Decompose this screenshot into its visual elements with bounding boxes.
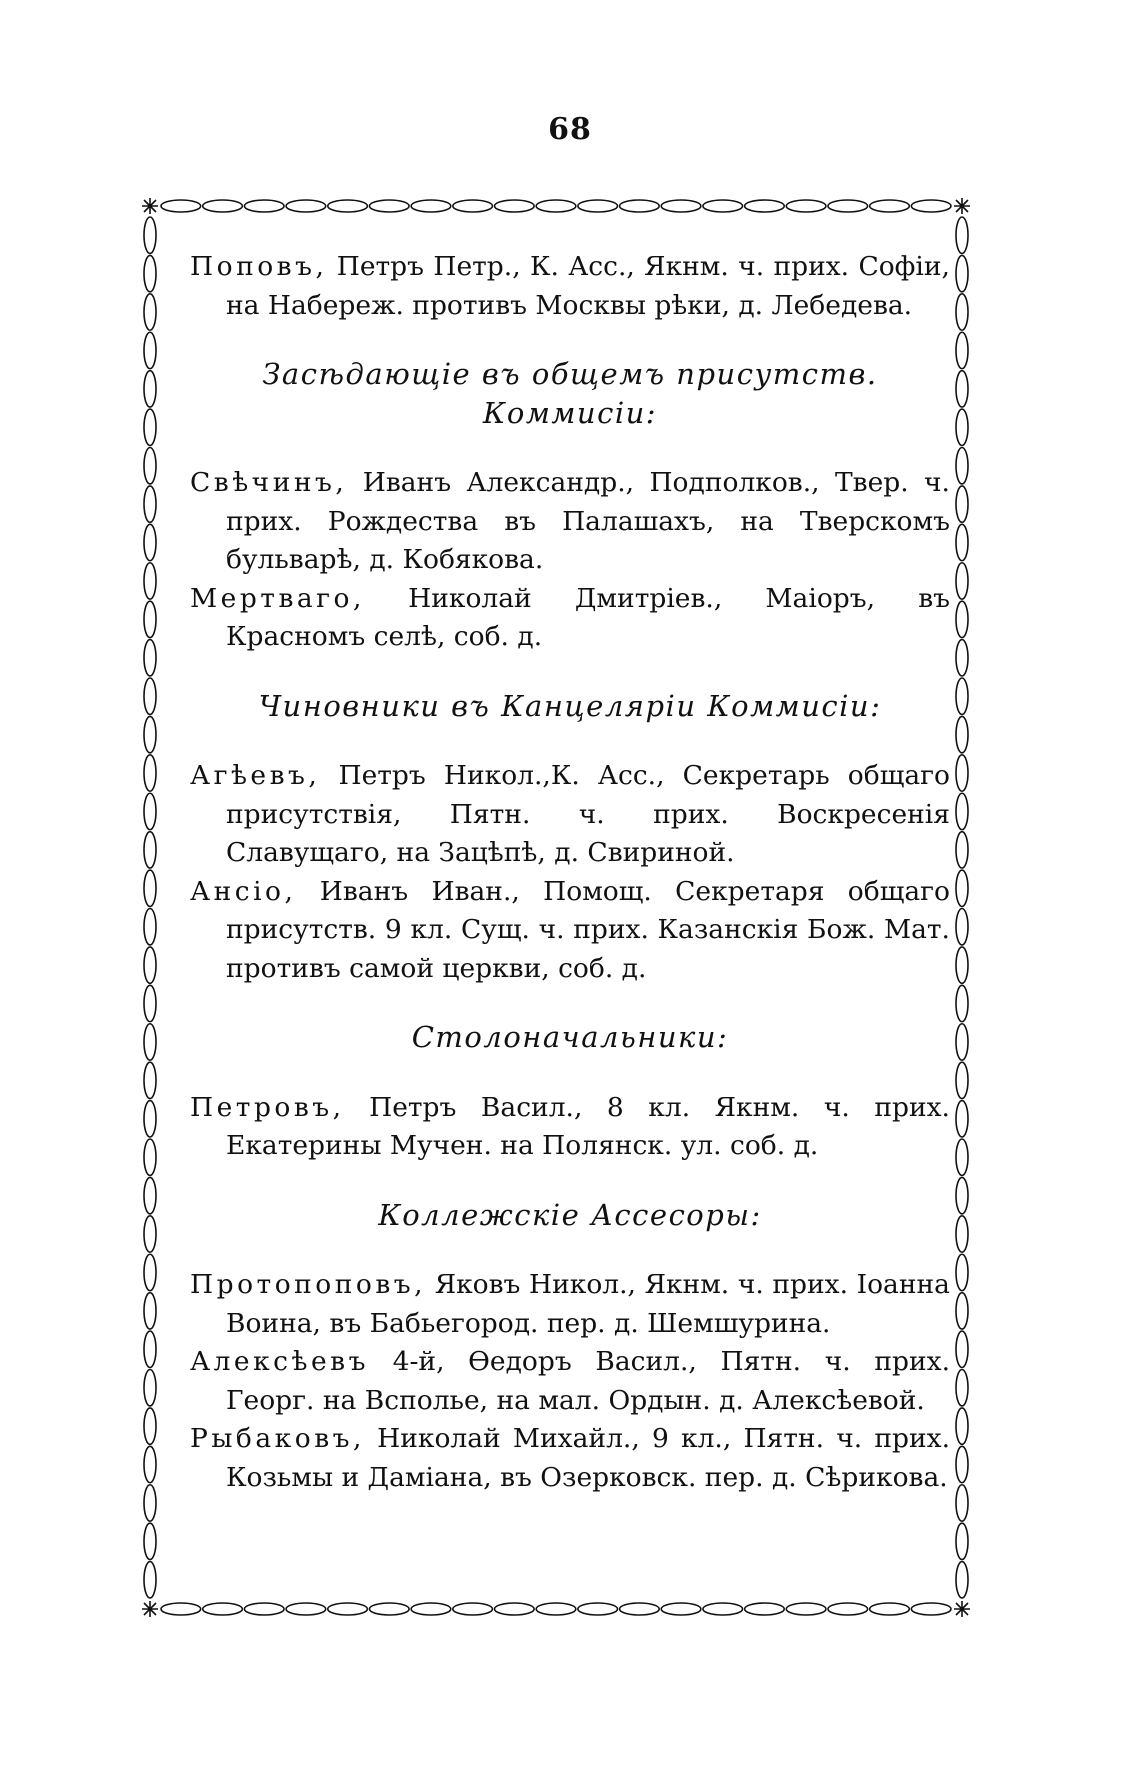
border-link [956, 1523, 968, 1559]
entry-surname: Петровъ, [190, 1091, 345, 1123]
border-link [536, 1603, 576, 1615]
border-link [956, 217, 968, 253]
entry-details: Николай Дмитріев., Маіоръ, въ Красномъ селѣ, соб. д. [226, 582, 950, 652]
border-link [144, 678, 156, 714]
border-link [956, 486, 968, 522]
border-link [144, 1101, 156, 1137]
border-link [956, 755, 968, 791]
entry-alekseev [190, 1343, 950, 1420]
border-link [144, 1408, 156, 1444]
border-link [956, 1331, 968, 1367]
entry-protopopov [190, 1266, 950, 1343]
border-link [956, 1408, 968, 1444]
border-link [144, 294, 156, 330]
border-link [144, 1331, 156, 1367]
border-corner-star-icon [954, 198, 970, 214]
entry-svechin [190, 464, 950, 580]
border-link [956, 1101, 968, 1137]
border-link [911, 1603, 951, 1615]
border-link [144, 563, 156, 599]
border-link [328, 200, 368, 212]
entry-details: Яковъ Никол., Якнм. ч. прих. Іоанна Воина, въ Бабьегород. пер. д. Шемшурина. [226, 1269, 950, 1339]
border-link [745, 200, 785, 212]
section-heading: Засѣдающіе въ общемъ присутств. Коммисіи: [262, 357, 878, 430]
border-link [494, 1603, 534, 1615]
border-link [369, 1603, 409, 1615]
border-link [828, 200, 868, 212]
border-link [956, 563, 968, 599]
border-corner-star-icon [142, 1601, 158, 1617]
border-link [144, 832, 156, 868]
section-heading: Столоначальники: [411, 1020, 729, 1054]
border-link [703, 1603, 743, 1615]
border-link [870, 1603, 910, 1615]
section-officials [190, 687, 950, 989]
border-link [870, 200, 910, 212]
entry-details: Иванъ Александр., Подполков., Твер. ч. прих. Рождества въ Палашахъ, на Тверскомъ бульварѣ, д. Кобякова. [226, 467, 950, 575]
entry-surname: Свѣчинъ, [190, 467, 348, 498]
entry-details: Петръ Васил., 8 кл. Якнм. ч. прих. Екатерины Мучен. на Полянск. ул. соб. д. [226, 1091, 950, 1161]
border-link [144, 755, 156, 791]
entry-ansio [190, 873, 950, 989]
border-link [661, 200, 701, 212]
border-link [161, 200, 201, 212]
border-link [578, 1603, 618, 1615]
border-link [144, 448, 156, 484]
border-link [828, 1603, 868, 1615]
border-link [956, 524, 968, 560]
border-link [203, 1603, 243, 1615]
border-link [144, 1216, 156, 1252]
border-link [286, 200, 326, 212]
section-department-heads [190, 1018, 950, 1166]
entry-details: Петръ Никол.,К. Асс., Секретарь общаго присутствія, Пятн. ч. прих. Воскресенія Славущаго, на Зацѣпѣ, д. Свириной. [226, 760, 950, 868]
border-link [286, 1603, 326, 1615]
border-link [144, 255, 156, 291]
border-link [620, 1603, 660, 1615]
border-link [956, 294, 968, 330]
border-link [956, 1446, 968, 1482]
border-link [453, 200, 493, 212]
border-link [536, 200, 576, 212]
section-intro [190, 248, 950, 325]
border-link [144, 909, 156, 945]
border-link [144, 1024, 156, 1060]
border-link [244, 200, 284, 212]
border-link [144, 1446, 156, 1482]
entry-surname: Рыбаковъ, [190, 1423, 365, 1454]
border-link [144, 793, 156, 829]
border-link [144, 1562, 156, 1598]
border-link [144, 1177, 156, 1213]
border-link [144, 1293, 156, 1329]
border-link [956, 793, 968, 829]
entry-surname: Ансіо, [190, 875, 297, 907]
border-link [956, 947, 968, 983]
section-assessors [190, 1196, 950, 1498]
border-link [144, 486, 156, 522]
entry-petrov [190, 1089, 950, 1166]
entry-popov [190, 248, 950, 325]
border-link [144, 601, 156, 637]
border-link [956, 371, 968, 407]
entry-ageev [190, 757, 950, 873]
border-link [144, 1523, 156, 1559]
entry-surname: Поповъ, [190, 251, 328, 282]
border-link [956, 1562, 968, 1598]
border-link [144, 1062, 156, 1098]
border-link [411, 1603, 451, 1615]
entry-surname: Протопоповъ, [190, 1269, 427, 1300]
border-link [620, 200, 660, 212]
border-corner-star-icon [954, 1601, 970, 1617]
border-link [956, 1024, 968, 1060]
entry-surname: Алексѣевъ [190, 1346, 369, 1377]
border-link [956, 1177, 968, 1213]
border-link [144, 1254, 156, 1290]
border-link [956, 255, 968, 291]
entry-details: Николай Михайл., 9 кл., Пятн. ч. прих. Козьмы и Даміана, въ Озерковск. пер. д. Сѣрикова. [226, 1423, 950, 1493]
border-link [494, 200, 534, 212]
border-link [411, 200, 451, 212]
border-link [369, 200, 409, 212]
border-link [956, 1139, 968, 1175]
border-link [144, 371, 156, 407]
border-link [144, 217, 156, 253]
border-link [786, 200, 826, 212]
entry-surname: Агѣевъ, [190, 760, 321, 791]
section-heading: Коллежскіе Ассесоры: [378, 1197, 762, 1232]
section-members [190, 355, 950, 657]
page-number: 68 [548, 112, 592, 147]
border-link [956, 870, 968, 906]
entry-details: Петръ Петр., К. Асс., Якнм. ч. прих. Софіи, на Набереж. противъ Москвы рѣки, д. Лебедева. [226, 251, 950, 321]
border-link [956, 640, 968, 676]
border-link [328, 1603, 368, 1615]
border-link [144, 332, 156, 368]
border-link [144, 716, 156, 752]
border-link [956, 1062, 968, 1098]
border-link [144, 524, 156, 560]
section-heading: Чиновники въ Канцеляріи Коммисіи: [258, 688, 882, 723]
border-link [786, 1603, 826, 1615]
border-link [144, 1485, 156, 1521]
border-link [161, 1603, 201, 1615]
border-link [578, 200, 618, 212]
border-link [956, 678, 968, 714]
entry-details: Иванъ Иван., Помощ. Секретаря общаго присутств. 9 кл. Сущ. ч. прих. Казанскія Бож. Мат. противъ самой церкви, соб. д. [226, 875, 950, 984]
entry-rybakov [190, 1420, 950, 1497]
border-link [144, 1370, 156, 1406]
border-link [956, 332, 968, 368]
border-link [956, 832, 968, 868]
border-link [144, 985, 156, 1021]
border-link [661, 1603, 701, 1615]
border-link [956, 716, 968, 752]
border-link [144, 640, 156, 676]
border-link [745, 1603, 785, 1615]
border-link [956, 1254, 968, 1290]
border-link [203, 200, 243, 212]
border-link [956, 1293, 968, 1329]
border-link [956, 1370, 968, 1406]
border-link [956, 601, 968, 637]
border-link [453, 1603, 493, 1615]
entry-mertvago [190, 580, 950, 657]
border-link [144, 870, 156, 906]
entry-details: 4-й, Ѳедоръ Васил., Пятн. ч. прих. Георг. на Всполье, на мал. Ордын. д. Алексѣевой. [226, 1346, 950, 1416]
border-link [956, 1216, 968, 1252]
border-link [911, 200, 951, 212]
entry-surname: Мертваго, [190, 582, 365, 614]
border-link [144, 1139, 156, 1175]
border-link [703, 200, 743, 212]
border-link [956, 409, 968, 445]
border-link [956, 985, 968, 1021]
border-corner-star-icon [142, 198, 158, 214]
border-link [956, 1485, 968, 1521]
page-content [190, 248, 950, 1497]
border-link [244, 1603, 284, 1615]
border-link [144, 409, 156, 445]
border-link [956, 448, 968, 484]
border-link [144, 947, 156, 983]
border-link [956, 909, 968, 945]
